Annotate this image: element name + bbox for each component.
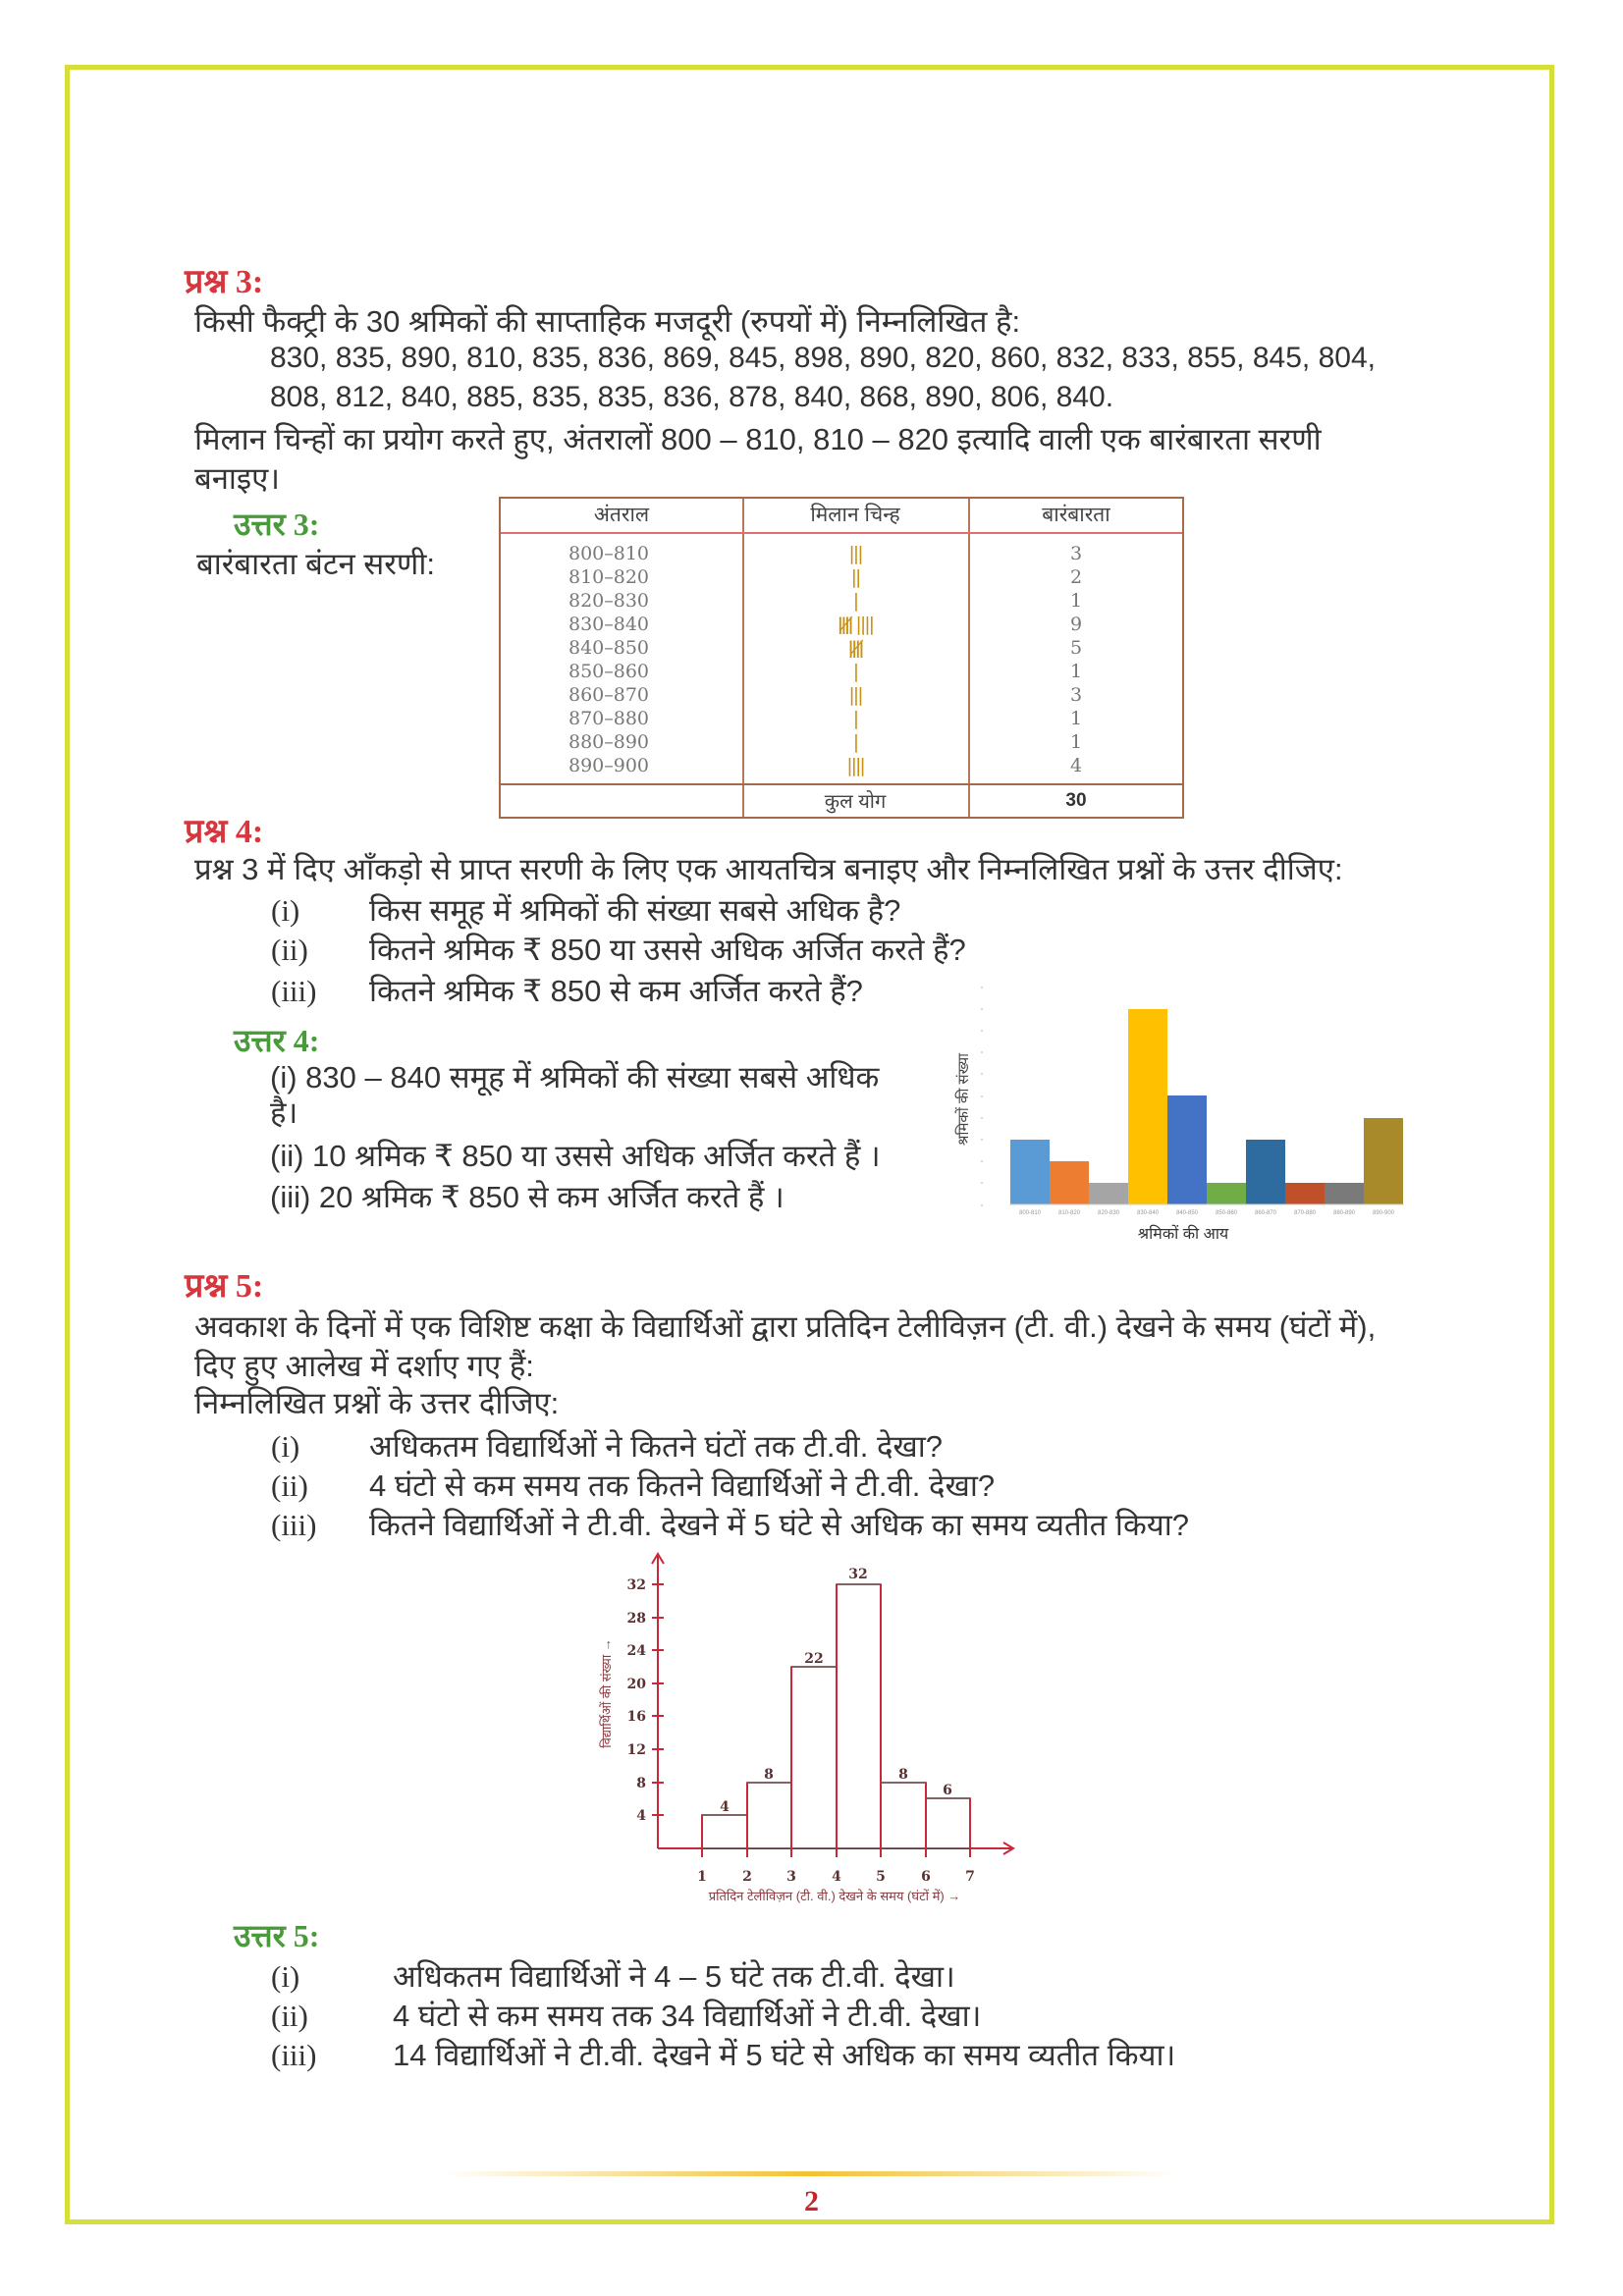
- question-5-item: [271, 1427, 943, 1467]
- table-cell-interval: 860–870: [568, 684, 650, 706]
- table-cell-frequency: 4: [1069, 755, 1083, 776]
- question-4-item: [271, 891, 900, 931]
- footer-divider: [442, 2171, 1178, 2176]
- question-3-instruction-line-1: मिलान चिन्हों का प्रयोग करते हुए, अंतरालों 800 – 810, 810 – 820 इत्यादि वाली एक बारंबारता सरणी: [194, 422, 1322, 456]
- svg-text:8: 8: [764, 1767, 774, 1783]
- table-cell-tally: |: [852, 590, 858, 612]
- item-text: 4 घंटो से कम समय तक कितने विद्यार्थिओं ने टी.वी. देखा?: [369, 1468, 996, 1503]
- bar-6-7: [926, 1798, 970, 1848]
- svg-text:32: 32: [626, 1577, 646, 1593]
- table-cell-interval: 820–830: [568, 590, 650, 612]
- item-label: (ii): [271, 933, 308, 967]
- question-3-data-line-2: 808, 812, 840, 885, 835, 835, 836, 878, 840, 868, 890, 806, 840.: [270, 381, 1114, 413]
- table-header-frequency: बारंबारता: [1042, 504, 1110, 526]
- answer-4-heading: उत्तर 4:: [234, 1023, 320, 1058]
- svg-text:12: 12: [626, 1742, 646, 1758]
- table-cell-frequency: 1: [1069, 708, 1083, 729]
- question-3-data-line-1: 830, 835, 890, 810, 835, 836, 869, 845, 898, 890, 820, 860, 832, 833, 855, 845, 804,: [270, 342, 1376, 374]
- y-axis-label: विद्यार्थिओं की संख्या →: [599, 1638, 614, 1748]
- bar-830-840: [1128, 1009, 1167, 1204]
- bar-4-5: [837, 1584, 881, 1848]
- item-label: (ii): [271, 1999, 308, 2033]
- item-label: (iii): [271, 1508, 317, 1542]
- question-3-instruction-line-2: बनाइए।: [194, 461, 281, 496]
- bar-850-860: [1207, 1183, 1246, 1204]
- table-cell-tally: |: [852, 731, 858, 753]
- bar-5-6: [881, 1783, 926, 1848]
- answer-4-line-1: (i) 830 – 840 समूह में श्रमिकों की संख्या सबसे अधिक: [270, 1060, 880, 1095]
- y-axis-ticks: [981, 987, 983, 1206]
- bar-890-900: [1364, 1118, 1403, 1204]
- answer-3-heading: उत्तर 3:: [234, 507, 320, 542]
- table-cell-tally: ||: [850, 566, 860, 588]
- svg-text:890-900: 890-900: [1372, 1210, 1395, 1216]
- svg-text:28: 28: [626, 1611, 646, 1627]
- y-axis-tick-labels: [627, 1577, 647, 1824]
- item-text: 4 घंटो से कम समय तक 34 विद्यार्थिओं ने टी.वी. देखा।: [393, 1999, 982, 2033]
- bar-860-870: [1246, 1140, 1285, 1204]
- question-3-text: किसी फैक्ट्री के 30 श्रमिकों की साप्ताहिक मजदूरी (रुपयों में) निम्नलिखित है:: [194, 304, 1021, 339]
- table-cell-frequency: 9: [1069, 614, 1083, 635]
- svg-text:870-880: 870-880: [1293, 1210, 1317, 1216]
- svg-text:4: 4: [720, 1799, 730, 1815]
- item-label: (iii): [271, 2038, 317, 2072]
- table-total-label: कुल योग: [824, 791, 887, 813]
- answer-3-caption: बारंबारता बंटन सरणी:: [196, 547, 435, 581]
- item-label: (ii): [271, 1468, 308, 1503]
- svg-text:20: 20: [626, 1677, 646, 1692]
- question-4-heading: प्रश्न 4:: [185, 814, 264, 850]
- question-5-heading: प्रश्न 5:: [185, 1268, 264, 1305]
- svg-text:830-840: 830-840: [1136, 1210, 1160, 1216]
- svg-text:3: 3: [786, 1869, 796, 1885]
- x-axis-label: प्रतिदिन टेलीविज़न (टी. वी.) देखने के समय (घंटों में) →: [708, 1889, 961, 1903]
- svg-text:8: 8: [898, 1767, 908, 1783]
- table-cell-frequency: 3: [1069, 543, 1083, 564]
- bar-1-2: [702, 1815, 747, 1848]
- svg-text:850-860: 850-860: [1215, 1210, 1238, 1216]
- question-4-item: [271, 931, 966, 970]
- item-text: किस समूह में श्रमिकों की संख्या सबसे अधिक है?: [369, 893, 901, 928]
- workers-income-histogram: [952, 982, 1414, 1256]
- table-cell-interval: 890–900: [568, 755, 650, 776]
- svg-text:7: 7: [965, 1869, 975, 1885]
- answer-5-item: [271, 2036, 1175, 2075]
- item-label: (i): [271, 1429, 300, 1464]
- table-cell-interval: 800–810: [568, 543, 650, 564]
- x-axis-tick-labels: [697, 1869, 975, 1885]
- svg-text:4: 4: [636, 1808, 646, 1824]
- item-text: अधिकतम विद्यार्थिओं ने 4 – 5 घंटे तक टी.वी. देखा।: [393, 1959, 955, 1994]
- answer-4-line-3: (iii) 20 श्रमिक ₹ 850 से कम अर्जित करते हैं ।: [270, 1180, 784, 1214]
- svg-text:6: 6: [921, 1869, 931, 1885]
- table-cell-tally: |||: [848, 684, 862, 706]
- bar-2-3: [747, 1783, 791, 1848]
- frequency-table: [499, 497, 1184, 819]
- question-4-text: प्रश्न 3 में दिए आँकड़ो से प्राप्त सरणी के लिए एक आयतचित्र बनाइए और निम्नलिखित प्रश्नों के उत्तर दीजिए:: [194, 852, 1343, 886]
- table-cell-tally: ||||: [846, 755, 864, 776]
- bar-3-4: [791, 1667, 837, 1848]
- table-cell-frequency: 1: [1069, 661, 1083, 682]
- bar-810-820: [1050, 1161, 1089, 1204]
- svg-text:8: 8: [636, 1776, 646, 1791]
- svg-text:820-830: 820-830: [1097, 1210, 1120, 1216]
- svg-text:4: 4: [832, 1869, 841, 1885]
- svg-text:24: 24: [626, 1643, 646, 1659]
- table-cell-interval: 870–880: [568, 708, 650, 729]
- table-cell-frequency: 1: [1069, 590, 1083, 612]
- svg-text:16: 16: [626, 1709, 646, 1725]
- item-text: 14 विद्यार्थिओं ने टी.वी. देखने में 5 घंटे से अधिक का समय व्यतीत किया।: [393, 2038, 1176, 2072]
- item-text: अधिकतम विद्यार्थिओं ने कितने घंटों तक टी.वी. देखा?: [369, 1429, 944, 1464]
- question-5-text-line-1: अवकाश के दिनों में एक विशिष्ट कक्षा के विद्यार्थिओं द्वारा प्रतिदिन टेलीविज़न (टी. वी.) देखने के समय (घंटों में),: [194, 1309, 1377, 1344]
- question-3-heading: प्रश्न 3:: [185, 264, 264, 300]
- x-axis-label: श्रमिकों की आय: [1137, 1226, 1229, 1243]
- answer-4-line-1b: है।: [270, 1095, 298, 1130]
- answer-5-item: [271, 1997, 981, 2036]
- table-cell-tally: |||: [848, 543, 862, 564]
- item-label: (iii): [271, 974, 317, 1008]
- svg-text:860-870: 860-870: [1254, 1210, 1277, 1216]
- item-text: कितने विद्यार्थिओं ने टी.वी. देखने में 5 घंटे से अधिक का समय व्यतीत किया?: [369, 1508, 1190, 1542]
- bar-800-810: [1010, 1140, 1050, 1204]
- table-cell-tally: |: [852, 661, 858, 682]
- bar-820-830: [1089, 1183, 1128, 1204]
- question-4-item: [271, 972, 863, 1011]
- svg-text:810-820: 810-820: [1057, 1210, 1081, 1216]
- table-cell-interval: 840–850: [568, 637, 650, 659]
- item-text: कितने श्रमिक ₹ 850 या उससे अधिक अर्जित करते हैं?: [369, 933, 966, 967]
- item-label: (i): [271, 1959, 300, 1994]
- answer-4-line-2: (ii) 10 श्रमिक ₹ 850 या उससे अधिक अर्जित करते हैं ।: [270, 1139, 881, 1173]
- bar-880-890: [1325, 1183, 1364, 1204]
- question-5-item: [271, 1467, 995, 1506]
- answer-5-heading: उत्तर 5:: [234, 1918, 320, 1953]
- svg-text:22: 22: [804, 1651, 824, 1667]
- table-header-interval: अंतराल: [593, 504, 650, 526]
- svg-text:2: 2: [742, 1869, 752, 1885]
- item-label: (i): [271, 893, 300, 928]
- svg-text:800-810: 800-810: [1018, 1210, 1042, 1216]
- table-header-tally: मिलान चिन्ह: [810, 504, 900, 526]
- answer-5-item: [271, 1957, 955, 1997]
- x-axis-tick-labels: [1019, 1210, 1395, 1216]
- table-cell-interval: 880–890: [568, 731, 650, 753]
- table-cell-interval: 830–840: [568, 614, 650, 635]
- svg-text:840-850: 840-850: [1175, 1210, 1199, 1216]
- table-cell-interval: 810–820: [568, 566, 650, 588]
- table-cell-frequency: 5: [1069, 637, 1083, 659]
- table-cell-tally: ǀǀǀǀ̸: [847, 637, 863, 659]
- page-number: 2: [804, 2185, 819, 2217]
- bar-870-880: [1285, 1183, 1325, 1204]
- svg-text:32: 32: [848, 1567, 868, 1582]
- tv-watching-histogram: [589, 1551, 1041, 1914]
- svg-text:1: 1: [697, 1869, 707, 1885]
- question-5-item: [271, 1506, 1189, 1545]
- table-total-value: 30: [1065, 790, 1087, 811]
- svg-text:6: 6: [943, 1783, 952, 1798]
- table-cell-tally: |: [852, 708, 858, 729]
- table-cell-tally: ǀǀǀǀ̸ ||||: [837, 614, 874, 635]
- svg-text:880-890: 880-890: [1332, 1210, 1356, 1216]
- question-5-text-line-3: निम्नलिखित प्रश्नों के उत्तर दीजिए:: [194, 1386, 560, 1420]
- table-cell-frequency: 1: [1069, 731, 1083, 753]
- question-5-text-line-2: दिए हुए आलेख में दर्शाए गए हैं:: [194, 1349, 534, 1383]
- item-text: कितने श्रमिक ₹ 850 से कम अर्जित करते हैं?: [369, 974, 863, 1008]
- table-header-rule: [501, 532, 1182, 534]
- table-cell-interval: 850–860: [568, 661, 650, 682]
- table-cell-frequency: 3: [1069, 684, 1083, 706]
- bar-840-850: [1167, 1095, 1207, 1204]
- y-axis-label: श्रमिकों की संख्या: [955, 1052, 972, 1147]
- table-cell-frequency: 2: [1069, 566, 1083, 588]
- svg-text:5: 5: [876, 1869, 886, 1885]
- table-footer-rule: [501, 783, 1182, 785]
